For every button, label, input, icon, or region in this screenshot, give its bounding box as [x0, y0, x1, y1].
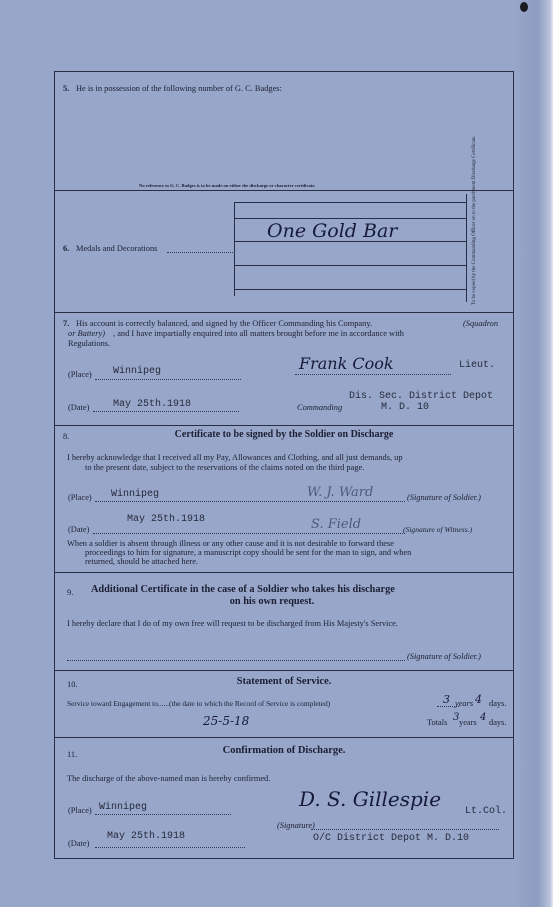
acknowledge-text-2: to the present date, subject to the reservations of the claims noted on the third page. — [85, 463, 365, 472]
date-label: (Date) — [68, 839, 90, 848]
medals-label: Medals and Decorations — [76, 244, 158, 253]
days-label: days. — [489, 699, 507, 708]
commanding-value-2: M. D. 10 — [381, 402, 430, 413]
medals-box-right — [466, 194, 467, 302]
date-line — [93, 411, 239, 412]
signature-line — [311, 829, 499, 830]
service-text: Service toward Engagement to......(the date to which the Record of Service is completed) — [67, 699, 331, 708]
medals-line-2 — [234, 218, 466, 219]
place-line — [95, 814, 231, 815]
date-value: May 25th.1918 — [113, 399, 192, 410]
account-text-3: Regulations. — [68, 339, 111, 348]
soldier-signature-label: (Signature of Soldier.) — [407, 493, 481, 502]
acknowledge-text-1: I hereby acknowledge that I received all my Pay, Allowances and Clothing, and all just demands, up — [67, 453, 403, 462]
officer-rank: Lieut. — [459, 360, 496, 371]
section-number: 10. — [67, 680, 78, 689]
section-7 — [55, 312, 513, 426]
date-label: (Date) — [68, 525, 90, 534]
section-11 — [55, 737, 513, 858]
medals-value: One Gold Bar — [267, 220, 398, 242]
place-label: (Place) — [68, 806, 92, 815]
confirmation-text: The discharge of the above-named man is hereby confirmed. — [67, 774, 271, 783]
years-value: 3 — [443, 693, 450, 706]
page-edge — [515, 0, 553, 907]
colonel-signature: D. S. Gillespie — [299, 787, 442, 811]
days-value: 4 — [475, 693, 482, 706]
account-text-1b: (Squadron — [463, 319, 499, 328]
date-label: (Date) — [68, 403, 90, 412]
section-5 — [55, 72, 513, 191]
officer-signature: Frank Cook — [299, 354, 394, 373]
colonel-rank: Lt.Col. — [465, 806, 508, 817]
section-number: 8. — [63, 432, 70, 441]
place-label: (Place) — [68, 370, 92, 379]
absent-note-3: returned, should be attached here. — [85, 557, 199, 566]
place-label: (Place) — [68, 493, 92, 502]
place-value: Winnipeg — [99, 802, 148, 813]
account-text-1: His account is correctly balanced, and signed by the Officer Commanding his Company. — [76, 319, 373, 328]
section-number: 6. — [63, 244, 70, 253]
section-10 — [55, 670, 513, 738]
witness-signature: S. Field — [311, 517, 362, 532]
section-11-title: Confirmation of Discharge. — [222, 745, 346, 756]
corner-mark — [520, 2, 528, 12]
badges-text: He is in possession of the following number of G. C. Badges: — [76, 84, 282, 93]
totals-years-value: 3 — [453, 712, 460, 723]
form-frame — [54, 71, 514, 859]
medals-side-note: To be copied by the Commanding Officer on to the parchment Discharge Certificate. — [472, 135, 477, 305]
section-8 — [55, 425, 513, 573]
section-9-title-2: on his own request. — [229, 596, 315, 607]
medals-line-5 — [234, 289, 466, 290]
section-number: 5. — [63, 84, 70, 93]
badges-note: No reference to G. C. Badges is to be made on either the discharge or character certificate. — [139, 183, 316, 188]
request-text: I hereby declare that I do of my own free will request to be discharged from His Majesty's Service. — [67, 619, 398, 628]
section-8-title: Certificate to be signed by the Soldier on Discharge — [174, 429, 394, 440]
date-line — [95, 847, 245, 848]
years-label: years — [455, 699, 474, 708]
section-number: 11. — [67, 750, 78, 759]
section-10-title: Statement of Service. — [236, 676, 332, 687]
soldier-signature-line — [67, 660, 405, 661]
soldier-signature-label: (Signature of Soldier.) — [407, 652, 481, 661]
commanding-value-1: Dis. Sec. District Depot — [349, 391, 494, 402]
medals-leader — [167, 252, 233, 253]
account-text-2b: , and I have impartially enquired into all matters brought before me in accordance with — [113, 329, 404, 338]
place-line — [95, 379, 241, 380]
signature-line — [295, 374, 451, 375]
absent-note-2: proceedings to him for signature, a manuscript copy should be sent for the man to sign, and when — [85, 548, 412, 557]
section-9-title-1: Additional Certificate in the case of a Soldier who takes his discharge — [91, 584, 395, 595]
section-number: 7. — [63, 319, 70, 328]
place-value: Winnipeg — [111, 489, 160, 500]
totals-days-label: days. — [489, 718, 507, 727]
signature-label: (Signature) — [277, 821, 315, 830]
place-value: Winnipeg — [113, 366, 162, 377]
date-value: May 25th.1918 — [107, 831, 186, 842]
date-value: May 25th.1918 — [127, 514, 206, 525]
date-line — [93, 533, 405, 534]
witness-signature-label: (Signature of Witness.) — [403, 525, 473, 534]
medals-box-left — [234, 202, 235, 296]
totals-label: Totals — [427, 718, 448, 727]
soldier-signature: W. J. Ward — [307, 485, 374, 500]
account-text-2a: or Battery) — [68, 329, 105, 338]
medals-line-1 — [234, 202, 466, 203]
commanding-label: Commanding — [297, 403, 343, 412]
place-line — [95, 501, 405, 502]
medals-line-4 — [234, 265, 466, 266]
absent-note-1: When a soldier is absent through illness or any other cause and it is not desirable to forward these — [67, 539, 395, 548]
section-9 — [55, 572, 513, 671]
handwritten-date: 25-5-18 — [203, 714, 250, 728]
section-number: 9. — [67, 588, 74, 597]
commanding-value: O/C District Depot M. D.10 — [313, 833, 470, 844]
totals-years-label: years — [459, 718, 477, 727]
totals-days-value: 4 — [480, 712, 487, 723]
